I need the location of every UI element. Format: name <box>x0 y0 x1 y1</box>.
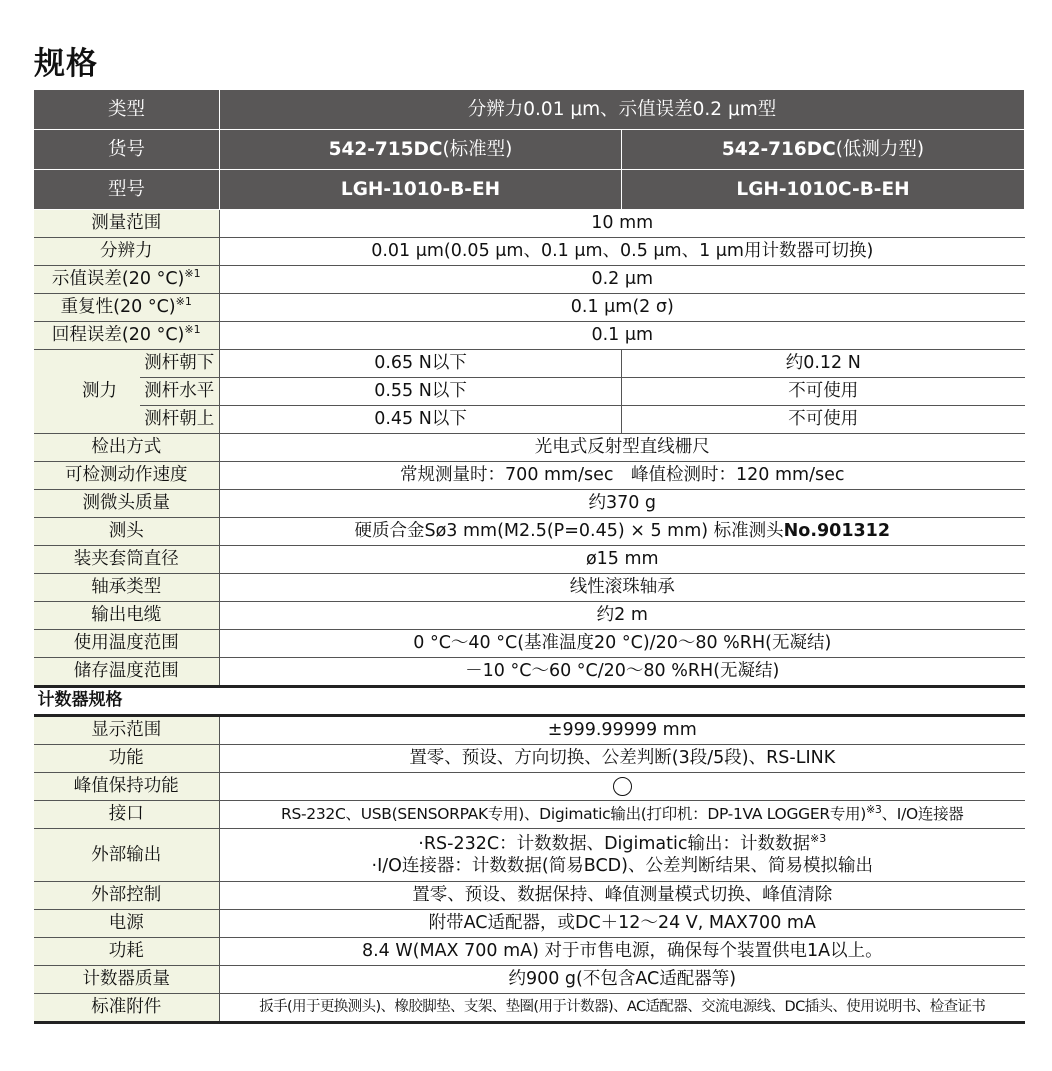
force-up-a: 0.45 N以下 <box>220 406 622 434</box>
row-repeatability <box>34 294 1025 322</box>
speed-value: 常规测量时：700 mm/sec 峰值检测时：120 mm/sec <box>220 462 1025 490</box>
probe-part-number: No.901312 <box>783 521 891 542</box>
display-value: ±999.99999 mm <box>220 716 1025 745</box>
interface-label: 接口 <box>34 801 220 829</box>
code-b-number: 542-716DC <box>721 138 836 160</box>
row-interface <box>34 801 1025 829</box>
hysteresis-note: ※1 <box>184 323 201 337</box>
header-row-code <box>34 130 1025 170</box>
op-temp-value: 0 °C～40 °C(基准温度20 °C)/20～80 %RH(无凝结) <box>220 630 1025 658</box>
page-title: 规格 <box>34 46 98 82</box>
row-speed <box>34 462 1025 490</box>
row-counter-mass <box>34 966 1025 994</box>
peak-value <box>220 773 1025 801</box>
interface-value-end: 、I/O连接器 <box>881 805 964 824</box>
force-down-b: 约0.12 N <box>622 350 1025 378</box>
ext-out-value <box>220 829 1025 882</box>
hysteresis-value: 0.1 μm <box>220 322 1025 350</box>
row-power <box>34 910 1025 938</box>
cable-value: 约2 m <box>220 602 1025 630</box>
ext-out-note: ※3 <box>810 831 827 845</box>
function-value: 置零、预设、方向切换、公差判断(3段/5段)、RS-LINK <box>220 745 1025 773</box>
row-consumption <box>34 938 1025 966</box>
accessories-value: 扳手(用于更换测头)、橡胶脚垫、支架、垫圈(用于计数器)、AC适配器、交流电源线、DC插头、使用说明书、检查证书 <box>220 994 1025 1023</box>
force-up-b: 不可使用 <box>622 406 1025 434</box>
row-op-temp <box>34 630 1025 658</box>
repeat-value: 0.1 μm(2 σ) <box>220 294 1025 322</box>
row-ext-ctrl <box>34 882 1025 910</box>
row-hysteresis <box>34 322 1025 350</box>
row-accuracy <box>34 266 1025 294</box>
hysteresis-label-cell <box>34 322 220 350</box>
accuracy-note: ※1 <box>184 267 201 281</box>
force-label: 测力 <box>34 350 140 434</box>
display-label: 显示范围 <box>34 716 220 745</box>
circle-mark-icon <box>613 777 632 796</box>
consumption-label: 功耗 <box>34 938 220 966</box>
counter-section-row <box>34 687 1025 716</box>
accuracy-label: 示值误差(20 °C) <box>51 269 185 290</box>
header-row-type <box>34 90 1025 130</box>
accessories-label: 标准附件 <box>34 994 220 1023</box>
row-force-horizontal <box>34 378 1025 406</box>
code-label: 货号 <box>34 130 220 170</box>
resolution-label: 分辨力 <box>34 238 220 266</box>
detection-value: 光电式反射型直线栅尺 <box>220 434 1025 462</box>
interface-note: ※3 <box>865 803 882 817</box>
speed-label: 可检测动作速度 <box>34 462 220 490</box>
row-force-down <box>34 350 1025 378</box>
ext-out-line-1-text: ·RS-232C：计数数据、Digimatic输出：计数数据 <box>418 833 810 854</box>
hysteresis-label: 回程误差(20 °C) <box>51 325 185 346</box>
row-accessories <box>34 994 1025 1023</box>
bearing-value: 线性滚珠轴承 <box>220 574 1025 602</box>
mass-value: 约370 g <box>220 490 1025 518</box>
row-st-temp <box>34 658 1025 687</box>
counter-mass-value: 约900 g(不包含AC适配器等) <box>220 966 1025 994</box>
code-b <box>622 130 1025 170</box>
force-horizontal-a: 0.55 N以下 <box>220 378 622 406</box>
probe-value-cell <box>220 518 1025 546</box>
header-row-model <box>34 170 1025 210</box>
force-horizontal-label: 测杆水平 <box>140 378 220 406</box>
cable-label: 输出电缆 <box>34 602 220 630</box>
counter-section-title: 计数器规格 <box>34 687 1025 716</box>
range-value: 10 mm <box>220 210 1025 238</box>
probe-label: 测头 <box>34 518 220 546</box>
model-a: LGH-1010-B-EH <box>220 170 622 210</box>
st-temp-label: 储存温度范围 <box>34 658 220 687</box>
row-function <box>34 745 1025 773</box>
model-b: LGH-1010C-B-EH <box>622 170 1025 210</box>
accuracy-label-cell <box>34 266 220 294</box>
row-bearing <box>34 574 1025 602</box>
row-peak <box>34 773 1025 801</box>
code-a-type: (标准型) <box>442 138 513 160</box>
row-display <box>34 716 1025 745</box>
probe-value: 硬质合金Sø3 mm(M2.5(P=0.45) × 5 mm) 标准测头 <box>354 521 784 542</box>
row-mass <box>34 490 1025 518</box>
peak-label: 峰值保持功能 <box>34 773 220 801</box>
stem-value: ø15 mm <box>220 546 1025 574</box>
row-cable <box>34 602 1025 630</box>
repeat-label: 重复性(20 °C) <box>60 297 176 318</box>
interface-value-cell <box>220 801 1025 829</box>
bearing-label: 轴承类型 <box>34 574 220 602</box>
row-resolution <box>34 238 1025 266</box>
force-horizontal-b: 不可使用 <box>622 378 1025 406</box>
consumption-value: 8.4 W(MAX 700 mA) 对于市售电源，确保每个装置供电1A以上。 <box>220 938 1025 966</box>
row-range <box>34 210 1025 238</box>
row-probe <box>34 518 1025 546</box>
detection-label: 检出方式 <box>34 434 220 462</box>
repeat-label-cell <box>34 294 220 322</box>
op-temp-label: 使用温度范围 <box>34 630 220 658</box>
accuracy-value: 0.2 μm <box>220 266 1025 294</box>
code-a-number: 542-715DC <box>328 138 443 160</box>
row-force-up <box>34 406 1025 434</box>
repeat-note: ※1 <box>175 295 192 309</box>
stem-label: 装夹套筒直径 <box>34 546 220 574</box>
function-label: 功能 <box>34 745 220 773</box>
code-b-type: (低测力型) <box>835 138 925 160</box>
power-value: 附带AC适配器，或DC＋12～24 V, MAX700 mA <box>220 910 1025 938</box>
spec-table <box>33 89 1025 1024</box>
row-stem <box>34 546 1025 574</box>
type-label: 类型 <box>34 90 220 130</box>
counter-mass-label: 计数器质量 <box>34 966 220 994</box>
force-down-a: 0.65 N以下 <box>220 350 622 378</box>
model-label: 型号 <box>34 170 220 210</box>
ext-out-line-1 <box>224 831 1021 854</box>
ext-ctrl-value: 置零、预设、数据保持、峰值测量模式切换、峰值清除 <box>220 882 1025 910</box>
row-ext-out <box>34 829 1025 882</box>
force-up-label: 测杆朝上 <box>140 406 220 434</box>
row-detection <box>34 434 1025 462</box>
power-label: 电源 <box>34 910 220 938</box>
st-temp-value: －10 °C～60 °C/20～80 %RH(无凝结) <box>220 658 1025 687</box>
resolution-value: 0.01 μm(0.05 μm、0.1 μm、0.5 μm、1 μm用计数器可切换) <box>220 238 1025 266</box>
interface-value: RS-232C、USB(SENSORPAK专用)、Digimatic输出(打印机：DP-1VA LOGGER专用) <box>281 805 866 824</box>
mass-label: 测微头质量 <box>34 490 220 518</box>
ext-ctrl-label: 外部控制 <box>34 882 220 910</box>
type-value: 分辨力0.01 μm、示值误差0.2 μm型 <box>220 90 1025 130</box>
ext-out-label: 外部输出 <box>34 829 220 882</box>
ext-out-line-2: ·I/O连接器：计数数据(简易BCD)、公差判断结果、简易模拟输出 <box>371 856 873 876</box>
code-a <box>220 130 622 170</box>
force-down-label: 测杆朝下 <box>140 350 220 378</box>
range-label: 测量范围 <box>34 210 220 238</box>
